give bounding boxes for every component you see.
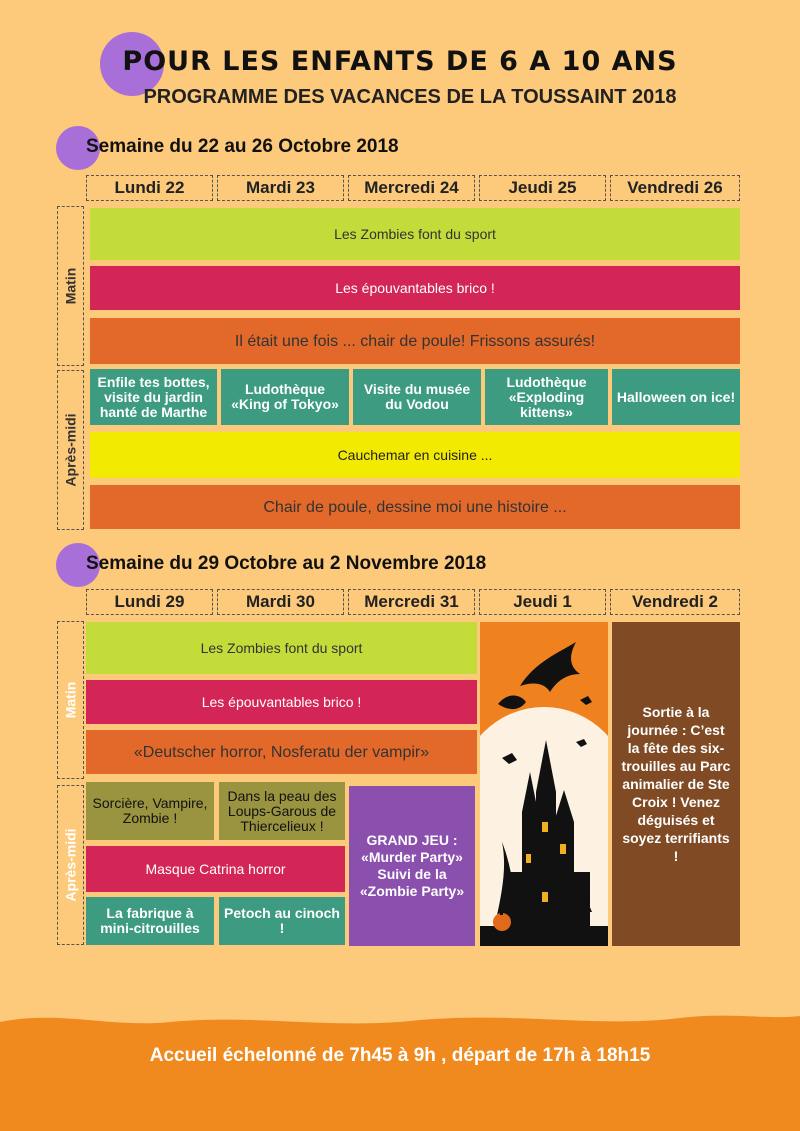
page-title: POUR LES ENFANTS DE 6 A 10 ANS bbox=[122, 46, 678, 77]
activity-block: «Deutscher horror, Nosferatu der vampir» bbox=[86, 730, 477, 774]
week1-apresmidi-label: Après-midi bbox=[57, 370, 84, 530]
halloween-castle-illustration bbox=[480, 622, 608, 946]
activity-block: Les épouvantables brico ! bbox=[86, 680, 477, 724]
day-header: Vendredi 2 bbox=[610, 589, 740, 615]
day-header: Lundi 29 bbox=[86, 589, 213, 615]
activity-block: Il était une fois ... chair de poule! Frissons assurés! bbox=[90, 318, 740, 364]
activity-block-vendredi: Sortie à la journée : C’est la fête des six-trouilles au Parc animalier de Ste Croix ! Venez déguisés et soyez terrifiants ! bbox=[612, 622, 740, 946]
day-header: Mardi 30 bbox=[217, 589, 344, 615]
footer-schedule: Accueil échelonné de 7h45 à 9h , départ de 17h à 18h15 bbox=[149, 1045, 651, 1066]
activity-block: La fabrique à mini-citrouilles bbox=[86, 897, 214, 945]
page-subtitle: PROGRAMME DES VACANCES DE LA TOUSSAINT 2018 bbox=[143, 86, 677, 108]
activity-block: Ludothèque «Exploding kittens» bbox=[485, 369, 608, 425]
activity-block: Dans la peau des Loups-Garous de Thiercelieux ! bbox=[219, 782, 345, 840]
day-header: Mercredi 31 bbox=[348, 589, 475, 615]
week2-apresmidi-label: Après-midi bbox=[57, 785, 84, 945]
activity-block: Les Zombies font du sport bbox=[90, 208, 740, 260]
activity-block: Chair de poule, dessine moi une histoire ... bbox=[90, 485, 740, 529]
day-header: Lundi 22 bbox=[86, 175, 213, 201]
activity-block: Petoch au cinoch ! bbox=[219, 897, 345, 945]
week2-days-header bbox=[86, 589, 740, 615]
day-header: Mercredi 24 bbox=[348, 175, 475, 201]
activity-block: Les épouvantables brico ! bbox=[90, 266, 740, 310]
activity-block: Masque Catrina horror bbox=[86, 846, 345, 892]
footer-wave bbox=[0, 1010, 800, 1131]
day-header: Jeudi 25 bbox=[479, 175, 606, 201]
activity-block: Les Zombies font du sport bbox=[86, 622, 477, 674]
day-header: Mardi 23 bbox=[217, 175, 344, 201]
week2-matin-label: Matin bbox=[57, 621, 84, 779]
day-header: Jeudi 1 bbox=[479, 589, 606, 615]
activity-block: Halloween on ice! bbox=[612, 369, 740, 425]
week1-matin-label: Matin bbox=[57, 206, 84, 366]
activity-block: Sorcière, Vampire, Zombie ! bbox=[86, 782, 214, 840]
activity-block: Ludothèque «King of Tokyo» bbox=[221, 369, 349, 425]
activity-block: Cauchemar en cuisine ... bbox=[90, 432, 740, 478]
week1-title: Semaine du 22 au 26 Octobre 2018 bbox=[86, 136, 399, 157]
activity-block-grand-jeu: GRAND JEU : «Murder Party» Suivi de la «Zombie Party» bbox=[349, 786, 475, 946]
week2-title: Semaine du 29 Octobre au 2 Novembre 2018 bbox=[86, 553, 487, 574]
week1-days-header bbox=[86, 175, 740, 201]
activity-block: Visite du musée du Vodou bbox=[353, 369, 481, 425]
activity-block: Enfile tes bottes, visite du jardin hanté de Marthe bbox=[90, 369, 217, 425]
day-header: Vendredi 26 bbox=[610, 175, 740, 201]
